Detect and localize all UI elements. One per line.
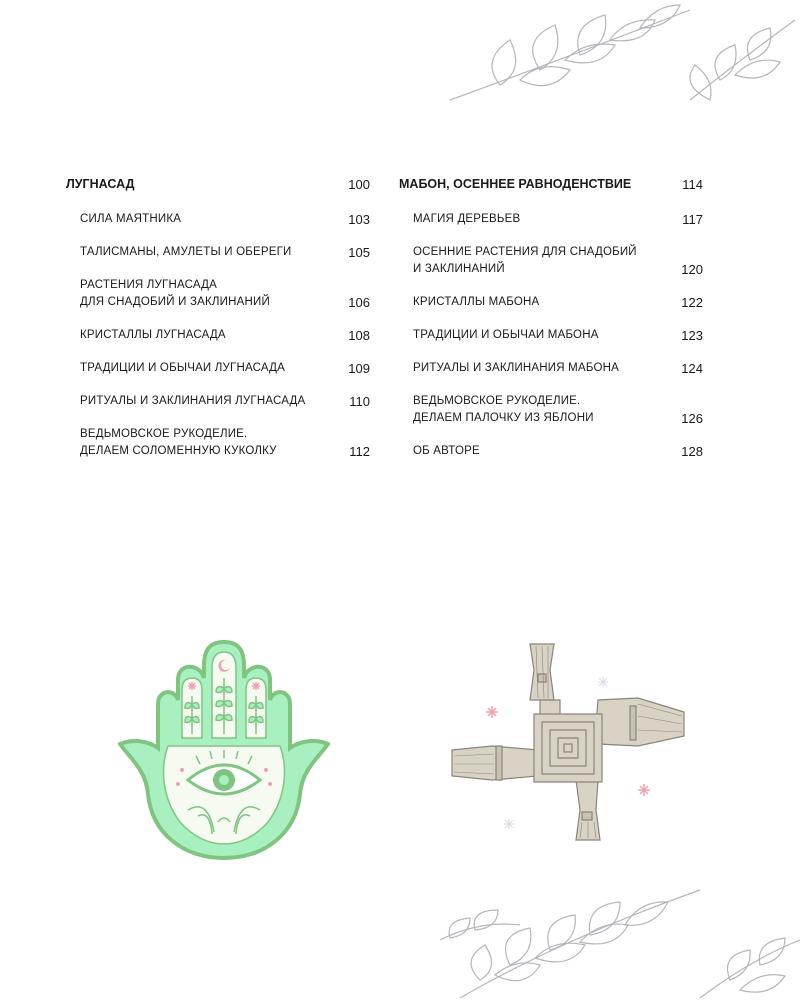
toc-item[interactable] [399,211,703,228]
hamsa-hand-icon [118,638,330,862]
toc-item[interactable] [66,393,370,410]
toc-item[interactable] [399,327,703,344]
toc-title-line: ДЕЛАЕМ СОЛОМЕННУЮ КУКОЛКУ [80,445,277,457]
toc-title-line: ВЕДЬМОВСКОЕ РУКОДЕЛИЕ. [413,395,581,407]
toc-title: РИТУАЛЫ И ЗАКЛИНАНИЯ ЛУГНАСАДА [80,395,306,407]
toc-item[interactable] [399,393,703,427]
toc-page: 110 [349,394,370,409]
toc-page: 128 [681,444,703,459]
toc-title: ТРАДИЦИИ И ОБЫЧАИ ЛУГНАСАДА [80,362,285,374]
toc-title: РИТУАЛЫ И ЗАКЛИНАНИЯ МАБОНА [413,362,619,374]
toc-item[interactable] [66,426,370,460]
toc-title-line: ДЕЛАЕМ ПАЛОЧКУ ИЗ ЯБЛОНИ [413,412,594,424]
toc-page: 114 [682,177,703,192]
toc-page: 117 [682,212,703,227]
toc-page: 112 [349,444,370,459]
toc-item[interactable] [399,294,703,311]
toc-title-line: ДЛЯ СНАДОБИЙ И ЗАКЛИНАНИЙ [80,296,270,308]
toc-item[interactable] [66,360,370,377]
toc-page: 122 [681,295,703,310]
toc-title: ТАЛИСМАНЫ, АМУЛЕТЫ И ОБЕРЕГИ [80,246,292,258]
toc-title: КРИСТАЛЛЫ ЛУГНАСАДА [80,329,226,341]
toc-item[interactable] [399,360,703,377]
toc-item[interactable] [66,244,370,261]
toc-section-mabon[interactable] [399,176,703,193]
toc-item[interactable] [66,211,370,228]
toc-title-line: ОСЕННИЕ РАСТЕНИЯ ДЛЯ СНАДОБИЙ [413,246,637,258]
toc-title-line: ВЕДЬМОВСКОЕ РУКОДЕЛИЕ. [80,428,248,440]
toc-page: 105 [348,245,370,260]
leaf-branch-top-icon [440,0,800,110]
toc-title: МАБОН, ОСЕННЕЕ РАВНОДЕНСТВИЕ [399,177,632,191]
toc-page: 103 [348,212,370,227]
toc-section-lughnasadh[interactable] [66,176,370,193]
toc-title: ТРАДИЦИИ И ОБЫЧАИ МАБОНА [413,329,599,341]
toc-page: 126 [681,411,703,426]
toc-title: МАГИЯ ДЕРЕВЬЕВ [413,213,521,225]
toc-title: СИЛА МАЯТНИКА [80,213,182,225]
toc-page: 106 [348,295,370,310]
toc-title: ОБ АВТОРЕ [413,445,480,457]
toc-page: 108 [348,328,370,343]
toc-item[interactable] [399,244,703,278]
leaf-branch-bottom-icon [440,880,800,1000]
toc-item[interactable] [399,443,703,460]
toc-title: КРИСТАЛЛЫ МАБОНА [413,296,540,308]
toc-page: 123 [681,328,703,343]
toc-item[interactable] [66,327,370,344]
toc-page: 124 [681,361,703,376]
toc-page: 100 [348,177,370,192]
toc-page: 109 [348,361,370,376]
brigid-cross-icon [448,640,688,862]
toc-page: 120 [681,262,703,277]
toc-title: ЛУГНАСАД [66,177,135,191]
toc-item[interactable] [66,277,370,311]
toc-title-line: И ЗАКЛИНАНИЙ [413,263,505,275]
toc-title-line: РАСТЕНИЯ ЛУГНАСАДА [80,279,217,291]
